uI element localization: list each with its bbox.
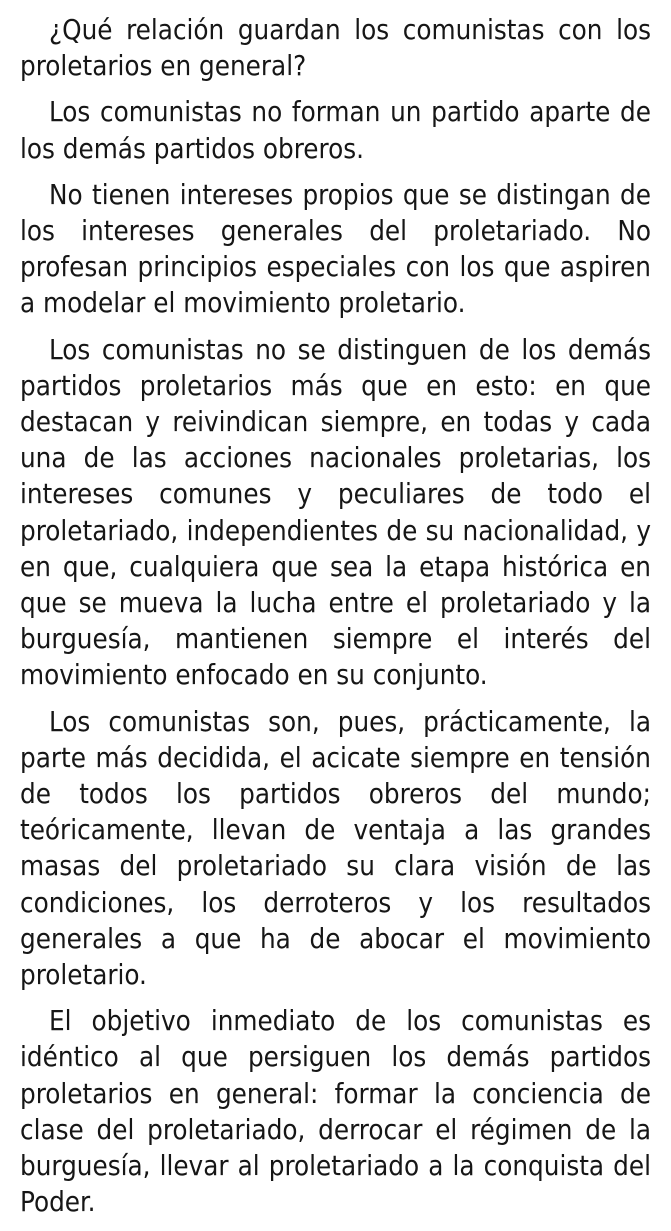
paragraph-immediate-objective: El objetivo inmediato de los comunistas es idéntico al que persiguen los demás partidos proletarios en general: formar la conciencia de clase del proletariado, derrocar el régimen de la burguesía, llevar al proletariado a la conquista del Poder. (20, 1005, 651, 1219)
reader-page (20, 12, 651, 1231)
paragraph-distinction: Los comunistas no se distinguen de los demás partidos proletarios más que en esto: en que destacan y reivindican siempre, en todas y cada una de las acciones nacionales proletarias, los intereses comunes y peculiares de todo el proletariado, independientes de su nacionalidad, y en que, cualquiera que sea la etapa histórica en que se mueva la lucha entre el proletariado y la burguesía, mantienen siempre el interés del movimiento enfocado en su conjunto. (20, 333, 651, 692)
paragraph-no-own-interests: No tienen intereses propios que se distingan de los intereses generales del proletariado. No profesan principios especiales con los que aspiren a modelar el movimiento proletario. (20, 178, 651, 320)
paragraph-no-separate-party: Los comunistas no forman un partido aparte de los demás partidos obreros. (20, 96, 651, 165)
paragraph-most-decided-part: Los comunistas son, pues, prácticamente, la parte más decidida, el acicate siempre en tensión de todos los partidos obreros del mundo; teóricamente, llevan de ventaja a las grandes masas del proletariado su clara visión de las condiciones, los derroteros y los resultados generales a que ha de abocar el movimiento proletario. (20, 705, 651, 992)
paragraph-question: ¿Qué relación guardan los comunistas con los proletarios en general? (20, 14, 651, 83)
